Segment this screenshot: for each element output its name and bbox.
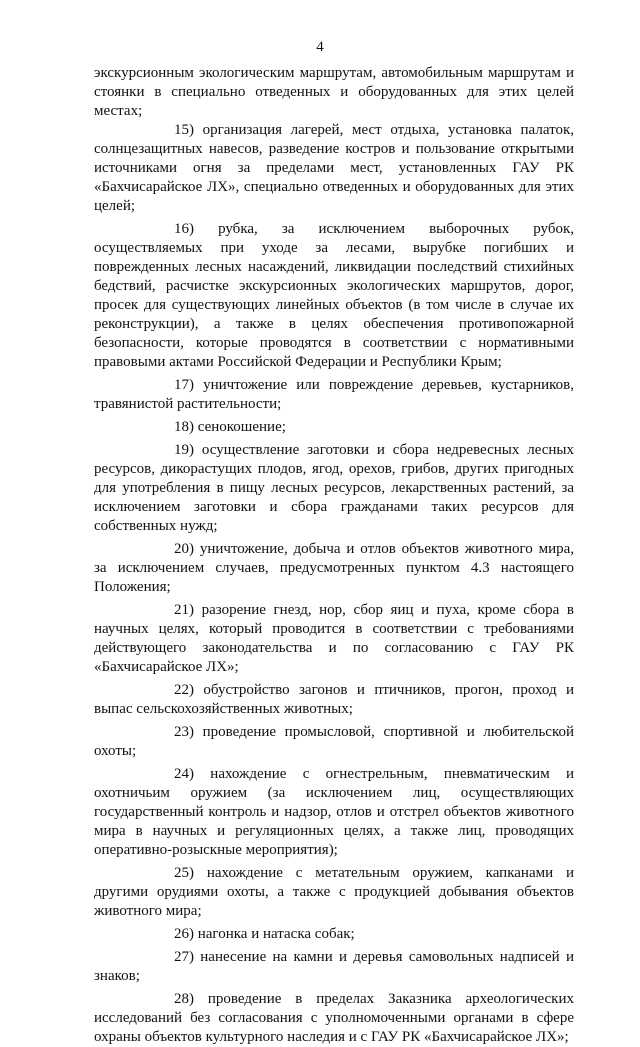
list-item — [94, 376, 574, 414]
item-text: нагонка и натаска собак; — [197, 926, 355, 942]
page-number: 4 — [316, 39, 324, 55]
item-number: 17) — [174, 377, 194, 393]
item-number: 19) — [174, 442, 194, 458]
item-number: 15) — [174, 122, 194, 138]
item-number: 28) — [174, 991, 194, 1007]
list-item — [94, 121, 574, 216]
item-text: нахождение с метательным оружием, капканами и другими орудиями охоты, а также с продукцией добывания объектов животного мира; — [94, 865, 575, 919]
list-item — [94, 681, 574, 719]
item-number: 27) — [174, 949, 194, 965]
list-item — [94, 220, 574, 372]
item-text: организация лагерей, мест отдыха, установка палаток, солнцезащитных навесов, разведение костров и пользование открытыми источниками огня за пределами мест, установленных ГАУ РК «Бахчисарайское ЛХ», специально отведенных и оборудованных для этих целей; — [94, 122, 574, 214]
list-item — [94, 948, 574, 986]
item-text: сенокошение; — [197, 419, 286, 435]
item-text: рубка, за исключением выборочных рубок, осуществляемых при уходе за лесами, вырубке погибших и поврежденных лесных насаждений, ликвидации последствий стихийных бедствий, расчистке экскурсионных экологических маршрутов, дорог, просек для существующих линейных объектов (в том числе в случае их реконструкции), а также в целях обеспечения противопожарной безопасности, которые проводятся в соответствии с нормативными правовыми актами Российской Федерации и Республики Крым; — [94, 221, 574, 370]
item-text: нанесение на камни и деревья самовольных надписей и знаков; — [94, 949, 574, 984]
list-item — [94, 990, 574, 1047]
intro-paragraph: экскурсионным экологическим маршрутам, автомобильным маршрутам и стоянки в специально отведенных и оборудованных для этих целей местах; — [94, 65, 574, 119]
item-number: 18) — [174, 419, 194, 435]
list-item — [94, 864, 574, 921]
document-body — [94, 64, 574, 1047]
item-text: проведение промысловой, спортивной и любительской охоты; — [94, 724, 574, 759]
item-text: обустройство загонов и птичников, прогон, проход и выпас сельскохозяйственных животных; — [94, 682, 575, 717]
item-number: 20) — [174, 541, 194, 557]
list-item — [94, 765, 574, 860]
item-text: осуществление заготовки и сбора недревесных лесных ресурсов, дикорастущих плодов, ягод, орехов, грибов, других пригодных для употребления в пищу лесных ресурсов, лекарственных растений, за исключением заготовки и сбора гражданами таких ресурсов для собственных нужд; — [94, 442, 575, 534]
item-text: нахождение с огнестрельным, пневматическим и охотничьим оружием (за исключением лиц, осуществляющих государственный контроль и надзор, отлов и отстрел объектов животного мира в научных и регуляционных целях, а также лиц, проводящих оперативно-розыскные мероприятия); — [94, 766, 574, 858]
item-number: 16) — [174, 221, 194, 237]
list-item — [94, 723, 574, 761]
item-number: 26) — [174, 926, 194, 942]
item-number: 25) — [174, 865, 194, 881]
list-item — [94, 601, 574, 677]
item-text: уничтожение или повреждение деревьев, кустарников, травянистой растительности; — [94, 377, 574, 412]
item-number: 24) — [174, 766, 194, 782]
item-text: разорение гнезд, нор, сбор яиц и пуха, кроме сбора в научных целях, который проводится в соответствии с требованиями действующего законодательства и по согласованию с ГАУ РК «Бахчисарайское ЛХ»; — [94, 602, 574, 675]
list-item — [94, 418, 574, 437]
item-number: 21) — [174, 602, 194, 618]
list-item — [94, 441, 574, 536]
item-number: 22) — [174, 682, 194, 698]
item-text: уничтожение, добыча и отлов объектов животного мира, за исключением случаев, предусмотренных пунктом 4.3 настоящего Положения; — [94, 541, 575, 595]
item-number: 23) — [174, 724, 194, 740]
prohibited-activities-list — [94, 121, 574, 1047]
item-text: проведение в пределах Заказника археологических исследований без согласования с уполномоченными органами в сфере охраны объектов культурного наследия и с ГАУ РК «Бахчисарайское ЛХ»; — [94, 991, 574, 1045]
list-item — [94, 925, 574, 944]
list-item — [94, 540, 574, 597]
